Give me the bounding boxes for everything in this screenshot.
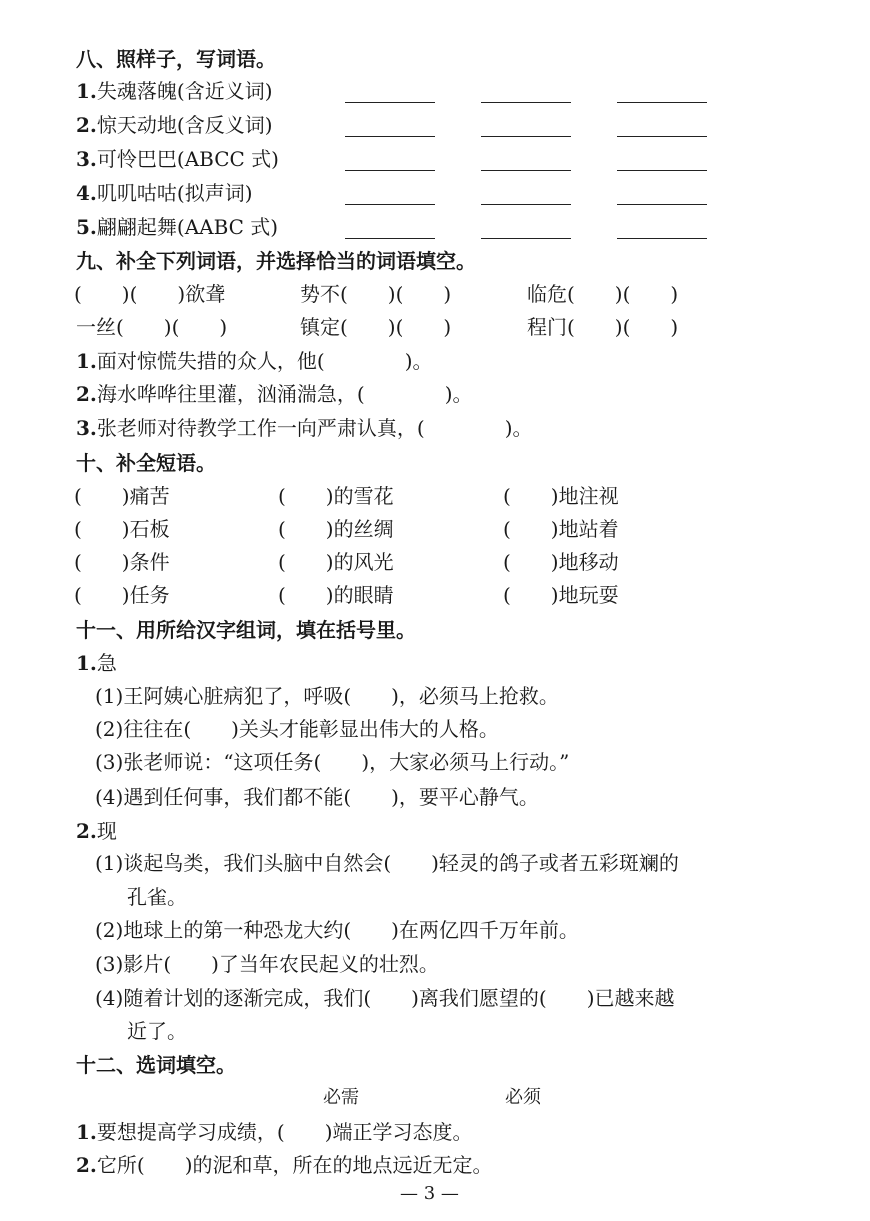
answer-blank[interactable] bbox=[617, 136, 707, 137]
item-number: 1. bbox=[76, 651, 97, 675]
s11-group-2-head bbox=[76, 818, 117, 844]
answer-blank[interactable] bbox=[481, 102, 571, 103]
s11-g1-item: (2)往往在( )关头才能彰显出伟大的人格。 bbox=[95, 717, 499, 741]
idiom-fill: 临危( )( ) bbox=[527, 282, 679, 306]
phrase-fill: ( )石板 bbox=[74, 517, 170, 541]
item-number: 4. bbox=[76, 181, 97, 205]
s9-item-2 bbox=[76, 381, 473, 407]
item-text: 惊天动地(含反义词) bbox=[96, 113, 273, 137]
item-number: 2. bbox=[76, 382, 97, 406]
group-char: 现 bbox=[96, 819, 117, 843]
phrase-fill: ( )地站着 bbox=[503, 517, 619, 541]
phrase-fill: ( )的雪花 bbox=[278, 484, 394, 508]
phrase-fill: ( )痛苦 bbox=[74, 484, 170, 508]
s8-item-3 bbox=[76, 146, 279, 172]
s8-item-1 bbox=[76, 78, 273, 104]
word-choice: 必需 bbox=[323, 1087, 359, 1108]
answer-blank[interactable] bbox=[345, 102, 435, 103]
page-number: — 3 — bbox=[400, 1183, 459, 1204]
item-text: 海水哗哗往里灌，汹涌湍急，( )。 bbox=[96, 382, 473, 406]
s12-item-1 bbox=[76, 1119, 473, 1145]
answer-blank[interactable] bbox=[345, 204, 435, 205]
answer-blank[interactable] bbox=[481, 238, 571, 239]
s11-g2-item-cont: 近了。 bbox=[127, 1019, 187, 1043]
section-9-title: 九、补全下列词语，并选择恰当的词语填空。 bbox=[76, 249, 476, 273]
answer-blank[interactable] bbox=[345, 238, 435, 239]
answer-blank[interactable] bbox=[345, 170, 435, 171]
section-11-title: 十一、用所给汉字组词，填在括号里。 bbox=[76, 618, 416, 642]
phrase-fill: ( )地注视 bbox=[503, 484, 619, 508]
s11-g1-item: (4)遇到任何事，我们都不能( )，要平心静气。 bbox=[95, 785, 539, 809]
idiom-fill: ( )( )欲聋 bbox=[74, 282, 226, 306]
item-number: 2. bbox=[76, 113, 97, 137]
item-number: 1. bbox=[76, 1120, 97, 1144]
s11-g2-item-cont: 孔雀。 bbox=[127, 885, 187, 909]
s11-g1-item: (3)张老师说：“这项任务( )，大家必须马上行动。” bbox=[95, 750, 570, 774]
idiom-fill: 镇定( )( ) bbox=[300, 315, 452, 339]
phrase-fill: ( )的风光 bbox=[278, 550, 394, 574]
answer-blank[interactable] bbox=[617, 204, 707, 205]
item-number: 2. bbox=[76, 1153, 97, 1177]
s11-g1-item: (1)王阿姨心脏病犯了，呼吸( )，必须马上抢救。 bbox=[95, 684, 559, 708]
section-8-title: 八、照样子，写词语。 bbox=[76, 47, 276, 71]
word-choice: 必须 bbox=[505, 1087, 541, 1108]
group-char: 急 bbox=[96, 651, 117, 675]
answer-blank[interactable] bbox=[481, 136, 571, 137]
s9-item-1 bbox=[76, 348, 433, 374]
answer-blank[interactable] bbox=[617, 170, 707, 171]
s8-item-2 bbox=[76, 112, 273, 138]
phrase-fill: ( )任务 bbox=[74, 583, 170, 607]
item-text: 可怜巴巴(ABCC 式) bbox=[96, 147, 279, 171]
phrase-fill: ( )的丝绸 bbox=[278, 517, 394, 541]
section-12-title: 十二、选词填空。 bbox=[76, 1053, 236, 1077]
phrase-fill: ( )地玩耍 bbox=[503, 583, 619, 607]
s12-item-2 bbox=[76, 1152, 493, 1178]
s11-g2-item: (1)谈起鸟类，我们头脑中自然会( )轻灵的鸽子或者五彩斑斓的 bbox=[95, 851, 679, 875]
answer-blank[interactable] bbox=[481, 204, 571, 205]
s11-g2-item: (3)影片( )了当年农民起义的壮烈。 bbox=[95, 952, 439, 976]
s11-group-1-head bbox=[76, 650, 117, 676]
answer-blank[interactable] bbox=[617, 102, 707, 103]
answer-blank[interactable] bbox=[617, 238, 707, 239]
s8-item-5 bbox=[76, 214, 278, 240]
item-text: 它所( )的泥和草，所在的地点远近无定。 bbox=[96, 1153, 493, 1177]
item-number: 1. bbox=[76, 79, 97, 103]
item-number: 1. bbox=[76, 349, 97, 373]
s9-item-3 bbox=[76, 415, 533, 441]
item-number: 2. bbox=[76, 819, 97, 843]
item-text: 翩翩起舞(AABC 式) bbox=[96, 215, 279, 239]
item-text: 要想提高学习成绩，( )端正学习态度。 bbox=[96, 1120, 473, 1144]
item-text: 叽叽咕咕(拟声词) bbox=[96, 181, 253, 205]
item-number: 5. bbox=[76, 215, 97, 239]
phrase-fill: ( )的眼睛 bbox=[278, 583, 394, 607]
section-10-title: 十、补全短语。 bbox=[76, 451, 216, 475]
s11-g2-item: (4)随着计划的逐渐完成，我们( )离我们愿望的( )已越来越 bbox=[95, 986, 675, 1010]
item-number: 3. bbox=[76, 416, 97, 440]
item-text: 失魂落魄(含近义词) bbox=[96, 79, 273, 103]
phrase-fill: ( )条件 bbox=[74, 550, 170, 574]
item-text: 面对惊慌失措的众人，他( )。 bbox=[96, 349, 433, 373]
answer-blank[interactable] bbox=[345, 136, 435, 137]
answer-blank[interactable] bbox=[481, 170, 571, 171]
idiom-fill: 程门( )( ) bbox=[527, 315, 679, 339]
item-number: 3. bbox=[76, 147, 97, 171]
s11-g2-item: (2)地球上的第一种恐龙大约( )在两亿四千万年前。 bbox=[95, 918, 579, 942]
idiom-fill: 势不( )( ) bbox=[300, 282, 452, 306]
item-text: 张老师对待教学工作一向严肃认真，( )。 bbox=[96, 416, 533, 440]
idiom-fill: 一丝( )( ) bbox=[76, 315, 228, 339]
phrase-fill: ( )地移动 bbox=[503, 550, 619, 574]
s8-item-4 bbox=[76, 180, 253, 206]
